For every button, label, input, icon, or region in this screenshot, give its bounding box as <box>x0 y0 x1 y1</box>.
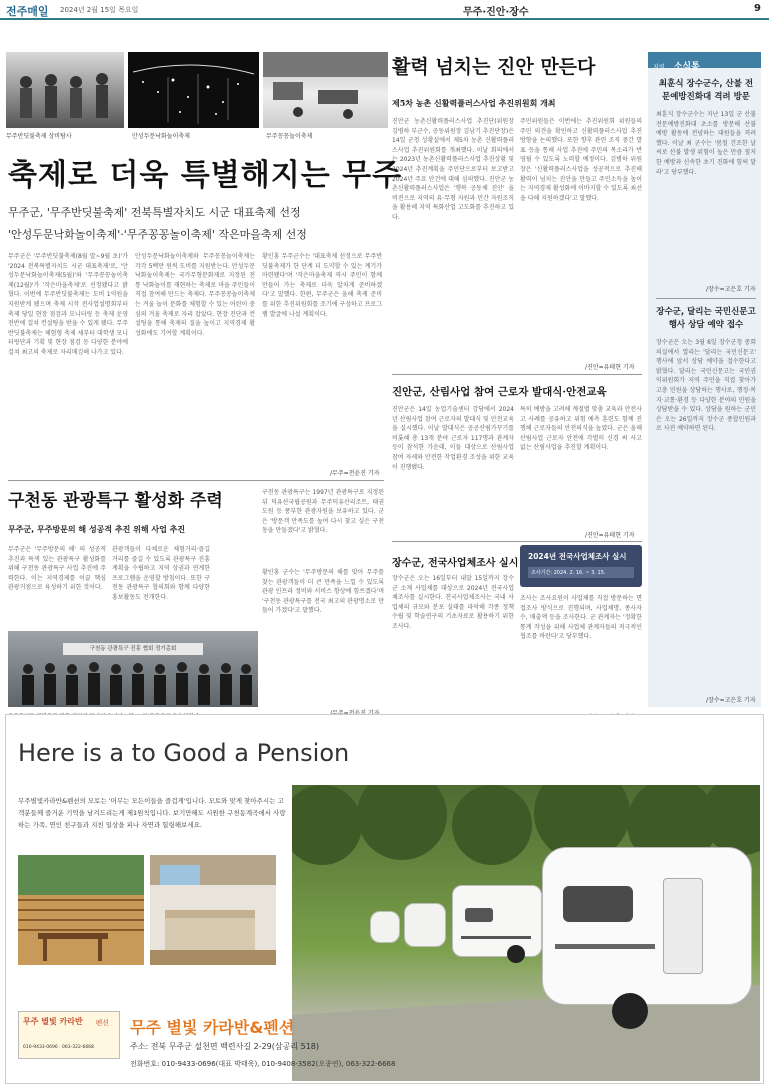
pension-advertisement <box>5 714 764 1084</box>
caravan-wheel <box>507 945 525 963</box>
logo-phone: 010-9433-0696 · 063-322-6668 <box>23 1045 94 1050</box>
main-body-col2: 안성두문낙화놀이축제와 무주꽁꽁놀이축제는 각각 5백만 원씩 도비를 지원받는다. 안성두문낙화놀이축제는 국가무형문화재로 지정된 전통 낙화놀이를 재현하는 축제로 마을 주민들이 직접 참여해 만드는 축제다. 무주꽁꽁놀이축제는 겨울 놀이 문화를 체험할 수 있는 어린이 중심의 겨울 축제로 자리 잡았다. 현장 진단과 컨설팅을 통해 축제의 질을 높이고 지역경제 활성화에도 기여할 계획이다. <box>135 253 255 337</box>
jinan2-headline: 진안군, 산림사업 참여 근로자 발대식·안전교육 <box>392 386 607 398</box>
divider <box>392 374 642 375</box>
masthead: 전주매일 <box>6 5 49 18</box>
tour-body-col2: 관광객들이 다채로운 체험거리·즐길거리를 즐길 수 있도록 관광특구 진흥계획을 수립하고 지역 상권과 연계한 프로그램을 운영할 방침이다. 또한 구천동 관광특구 협의회와 함께 다양한 홍보활동도 전개한다. <box>112 546 210 601</box>
pension-name: 무주 별빛 카라반&펜션 <box>130 1018 295 1037</box>
caravan-stripe <box>555 944 655 949</box>
jangsu-survey-badge <box>520 545 642 587</box>
region-tag: 지역 <box>653 64 665 71</box>
main-subheadline-2: '안성두문낙화놀이축제'·'무주꽁꽁놀이축제' 작은마을축제 선정 <box>8 228 307 241</box>
page-number: 9 <box>754 3 761 14</box>
caravan-wheel <box>612 993 648 1029</box>
sidebar-body-1: 최훈식 장수군수는 지난 13일 군 산불전문예방진화대 초소를 방문해 산불 예방 활동에 전념하는 대원들을 격려했다. 이날 최 군수는 '봄철 건조한 날씨로 산불 발생 위험이 높은 만큼 철저한 예방과 신속한 초기 진화에 힘써 달라'고 당부했다. <box>656 111 756 176</box>
jinan-body-col1: 진안군 농촌신활력플러스사업 추진단(위원장 김병하 부군수, 공동위원장 김남기 추진단장)은 14일 군청 상황실에서 제5차 농촌 신활력플러스사업 추진위원회를 개최했다. 이날 회의에서는 2023년 농촌신활력플러스사업 추진상황 및 2024년 추진계획을 주민단으로부터 보고받고 2024년 주요 안건에 대해 심의했다. 진안군 농촌신활력플러스사업은 '행복 공동체 진안' 을 비전으로 지역의 유·무형 자원과 민간 자원조직을 활용해 지역 특화산업 고도화를 추진하고 있다. <box>392 118 514 221</box>
sidebar-byline-2: /장수=고은호 기자 <box>706 697 756 704</box>
section-title: 무주·진안·장수 <box>463 7 529 18</box>
tour-body-col3: 구천동 관광특구는 1997년 관광특구로 지정된 뒤 덕유산국립공원과 무주덕유산리조트, 태권도원 등 풍부한 관광자원을 보유하고 있다. 군은 '방문객 만족도를 높여 다시 찾고 싶은 구천동을 만들겠다'고 밝혔다. <box>262 489 384 535</box>
jinan-byline: /진안=유태현 기자 <box>585 364 635 371</box>
pension-address: 주소: 전북 무주군 설천면 백련사길 2-29(삼공리 518) <box>130 1042 319 1051</box>
photo-ice-festival <box>263 52 388 128</box>
pension-logo <box>18 1011 120 1059</box>
badge-date: 조사기간: 2024. 2. 16. ~ 3. 15. <box>528 567 634 578</box>
jinan2-body-col1: 진안군은 14일 농업기술센터 강당에서 2024년 산림사업 참여 근로자의 발대식 및 안전교육을 실시했다. 이날 발대식은 공공산림가꾸기를 비롯해 총 13개 분야 근로자 117명과 관계자 등이 참석한 가운데, 이들 대상으로 산림사업 참여 자세와 안전한 작업환경 조성을 위한 교육이 진행됐다. <box>392 406 514 471</box>
wooden-deck-icon <box>18 855 144 965</box>
main-body-col1: 무주군은 '무주반딧불축제(8월 말~9월 초)'가 '2024 전북특별자치도 시군 대표축제'로, '안성두문낙화놀이축제(5월)'와 '무주꽁꽁놀이축제(12월)'가 '작은마을축제'로 선정됐다고 밝혔다. 이번에 무주반딧불축제는 도비 1억원을 지원받게 됐으며 축제 시작 전사업설명회부터 축제 당일 현장 점검과 모니터링 등 축제 운영 전반에 걸쳐 컨설팅을 받을 수 있게 됐다. 무주반딧불축제는 체험형 축제 세부터 대학생 모니터링단과 기획 및 현장 점검 등 다양한 분야에 걸쳐 최고의 축제로 자리매김해 나가고 있다. <box>8 253 128 356</box>
photo-firefly-festival <box>6 52 124 128</box>
jinan-headline: 활력 넘치는 진안 만든다 <box>392 56 596 78</box>
group-photo-icon <box>8 631 258 707</box>
caravan-stripe <box>461 936 531 939</box>
sidebar-byline-1: /장수=고은호 기자 <box>706 286 756 293</box>
caravan-door <box>663 878 703 974</box>
pension-phone: 전화번호: 010-9433-0696(대표 박태욱), 010-9408-3582(오종연), 063-322-6668 <box>130 1060 396 1068</box>
photo-caption-1: 무주반딧불축제 상비탐사 <box>6 133 72 140</box>
jangsu-headline: 장수군, 전국사업체조사 실시 <box>392 558 519 569</box>
room-interior-icon <box>150 855 276 965</box>
caravan-window-front <box>563 886 633 922</box>
sidebar-divider <box>656 298 756 299</box>
photo-tour-meeting <box>8 631 258 707</box>
ad-photo-caravans <box>292 785 760 1081</box>
divider <box>392 541 642 542</box>
jangsu-body-col1: 장수군은 오는 16일부터 내달 15일까지 장수군 소재 사업체를 대상으로 2024년 전국사업체조사를 실시한다. 전국사업체조사는 국내 사업체의 규모와 분포 실태를 파악해 각종 정책 수립 및 학술연구의 기초자료로 활용하기 위한 조사다. <box>392 575 514 630</box>
sidebar-headline-1: 최훈식 장수군수, 산불 전문예방진화대 격려 방문 <box>658 79 754 102</box>
ad-title: Here is a to Good a Pension <box>18 739 350 767</box>
event-banner-text: 구천동 관광특구 진흥 협회 정기총회 <box>89 646 177 652</box>
photo-fire-festival <box>128 52 259 128</box>
fire-sparks-icon <box>128 52 259 128</box>
page-header <box>0 0 769 20</box>
photo-caption-2: 안성두문낙화놀이축제 <box>132 133 190 140</box>
tour-body-col4: 황인홍 군수는 '무주방문의 해를 맞아 무주를 찾는 관광객들이 더 큰 만족을 느낄 수 있도록 관광 인프라 정비와 서비스 향상에 힘쓰겠다'며 '구천동 관광특구를 전국 최고의 관광명소로 만들어 가겠다'고 말했다. <box>262 569 384 615</box>
caravan-far-2 <box>404 903 446 947</box>
main-byline: /무주=전윤진 기자 <box>330 470 380 477</box>
photo-caption-3: 무주꽁꽁놀이축제 <box>266 133 313 140</box>
jinan-body-col2: 주민위원들은 이번에는 추진위원회 위원들의 주민 의견을 확인하고 신활력플러스사업 추진 방향을 논의했다. 또한 향후 관련 조직 중간 발표 등을 통해 사업 추진에 주민의 목소리가 반영될 수 있도록 노력할 예정이다. 김병하 위원장은 '신활력플러스사업을 성공적으로 추진해 활력이 넘치는 진안을 만들고 주민소득을 높이는 지역경제 활성화에 이바지할 수 있도록 최선을 다해 지원하겠다'고 말했다. <box>520 118 642 202</box>
jangsu-body-col2: 조사는 조사요원이 사업체를 직접 방문하는 면접조사 방식으로 진행되며, 사업체명, 종사자 수, 매출액 등을 조사한다. 군 관계자는 '정확한 통계 작성을 위해 사업체 관계자들의 적극적인 협조를 바란다'고 당부했다. <box>520 595 642 641</box>
caravan-window <box>465 908 493 922</box>
jinan2-byline: /진안=유태현 기자 <box>585 532 635 539</box>
tour-body-col1: 무주군은 '무주방문의 해' 의 성공적 추진과 특색 있는 관광특구 활성화를 위해 구천동 관광특구 사업 추진에 주력한다. 이는 지역경제를 이끌 핵심 관광거점으로 육성하기 위한 것이다. <box>8 546 106 592</box>
caravan-far-1 <box>370 911 400 943</box>
news-sidebar <box>648 52 761 707</box>
sidebar-header <box>648 52 761 72</box>
jinan-subheadline: 제5차 농촌 신활력플러스사업 추진위원회 개최 <box>392 98 556 108</box>
ice-play-icon <box>263 52 388 128</box>
main-body-col3: 황인홍 무주군수는 '대표축제 선정으로 무주반딧불축제가 한 단계 더 도약할 수 있는 계기가 마련됐다'며 '작은마을축제 역시 주민이 함께 만들어 가는 축제로 더욱 알차게 준비하겠다'고 말했다. 한편, 무주군은 올해 축제 준비를 위한 추진위원회를 조기에 구성하고 프로그램 발굴에 나설 계획이다. <box>262 253 382 318</box>
issue-date: 2024년 2월 15일 목요일 <box>60 6 139 14</box>
main-subheadline-1: 무주군, '무주반딧불축제' 전북특별자치도 시군 대표축제 선정 <box>8 206 301 219</box>
ad-photo-deck <box>18 855 144 965</box>
badge-title: 2024년 전국사업체조사 실시 <box>528 552 627 561</box>
jinan2-body-col2: 특히 예방을 고려해 계절별 맞춤 교육과 안전사고 사례를 공유하고 위험 예측 훈련도 함께 진행해 근로자들의 안전의식을 높였다. 군은 올해 산림사업 근로자 안전에 각별히 신경 써 사고 없는 산림사업을 추진할 계획이다. <box>520 406 642 452</box>
sidebar-headline-2: 장수군, 달리는 국민신문고 행사 상담 예약 접수 <box>656 307 756 330</box>
divider <box>8 480 384 481</box>
ad-photo-room <box>150 855 276 965</box>
logo-sub-text: 펜션 <box>95 1019 109 1027</box>
caravan-mid <box>452 885 542 957</box>
tour-headline: 구천동 관광특구 활성화 주력 <box>8 491 223 511</box>
main-headline: 축제로 더욱 특별해지는 무주 <box>8 158 403 193</box>
children-figures-icon <box>6 52 124 128</box>
caravan-near <box>542 847 752 1005</box>
tour-subheadline: 무주군, 무주방문의 해 성공적 추진 위해 사업 추진 <box>8 525 186 534</box>
ad-description: 무주별빛카라반&펜션의 모토는 '머무는 모든이들을 즐겁게'입니다. 모토와 맞게 찾아주시는 고객분들께 즐거운 기억을 남겨드리는게 제1원칙입니다. 보기만해도 시원한 구천동계곡에서 사랑하는 가족, 연인 친구들과 지친 일상을 피나 자연과 힐링해보세요. <box>18 797 286 829</box>
sidebar-title: 소식통 <box>673 62 700 72</box>
logo-main-text: 무주 별빛 카라반 <box>23 1017 83 1026</box>
sidebar-body-2: 장수군은 오는 3월 6일 장수군청 중회의실에서 열리는 '달리는 국민신문고' 행사에 앞서 상담 예약을 접수한다고 밝혔다. 달리는 국민신문고는 국민권익위원회가 지역 주민을 직접 찾아가 고충 민원을 상담하는 행사로, 행정·복지·교통·환경 등 다양한 분야의 민원을 상담받을 수 있다. 상담을 원하는 군민은 오는 26일까지 장수군 종합민원과로 사전 예약하면 된다. <box>656 339 756 433</box>
